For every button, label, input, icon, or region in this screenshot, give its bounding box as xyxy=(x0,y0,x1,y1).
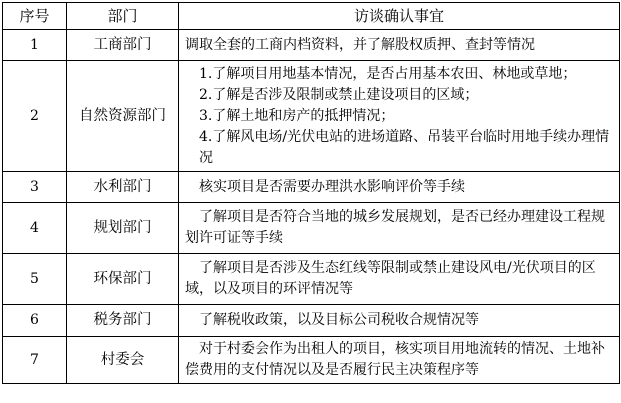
content-line: 3.了解土地和房产的抵押情况； xyxy=(199,107,395,124)
row-department: 税务部门 xyxy=(67,305,179,337)
content-line: 4.了解风电场/光伏电站的进场道路、吊装平台临时用地手续办理情况 xyxy=(199,128,610,166)
row-department: 自然资源部门 xyxy=(67,61,179,172)
row-number: 4 xyxy=(3,203,67,254)
row-number: 2 xyxy=(3,61,67,172)
row-content xyxy=(179,61,620,172)
row-content: 了解项目是否涉及生态红线等限制或禁止建设风电/光伏项目的区域，以及项目的环评情况等 xyxy=(179,254,620,305)
row-number: 1 xyxy=(3,30,67,61)
row-content: 对于村委会作为出租人的项目，核实项目用地流转的情况、土地补偿费用的支付情况以及是否履行民主决策程序等 xyxy=(179,337,620,384)
row-content: 了解项目是否符合当地的城乡发展规划，是否已经办理建设工程规划许可证等手续 xyxy=(179,203,620,254)
row-number: 6 xyxy=(3,305,67,337)
table-row xyxy=(3,337,620,384)
table-row xyxy=(3,30,620,61)
row-department: 环保部门 xyxy=(67,254,179,305)
row-department: 村委会 xyxy=(67,337,179,384)
row-content: 调取全套的工商内档资料，并了解股权质押、查封等情况 xyxy=(179,30,620,61)
row-number: 7 xyxy=(3,337,67,384)
header-no: 序号 xyxy=(3,3,67,30)
table-row xyxy=(3,203,620,254)
table-row xyxy=(3,254,620,305)
row-content: 核实项目是否需要办理洪水影响评价等手续 xyxy=(179,172,620,203)
row-department: 工商部门 xyxy=(67,30,179,61)
row-department: 规划部门 xyxy=(67,203,179,254)
header-content: 访谈确认事宜 xyxy=(179,3,620,30)
row-number: 5 xyxy=(3,254,67,305)
header-dept: 部门 xyxy=(67,3,179,30)
row-content: 了解税收政策，以及目标公司税收合规情况等 xyxy=(179,305,620,337)
row-number: 3 xyxy=(3,172,67,203)
interview-table xyxy=(2,2,620,384)
table-row xyxy=(3,61,620,172)
header-row xyxy=(3,3,620,30)
table-row xyxy=(3,305,620,337)
content-line: 1.了解项目用地基本情况，是否占用基本农田、林地或草地； xyxy=(199,65,577,82)
content-line: 2.了解是否涉及限制或禁止建设项目的区域； xyxy=(199,86,479,103)
row-department: 水利部门 xyxy=(67,172,179,203)
table-row xyxy=(3,172,620,203)
